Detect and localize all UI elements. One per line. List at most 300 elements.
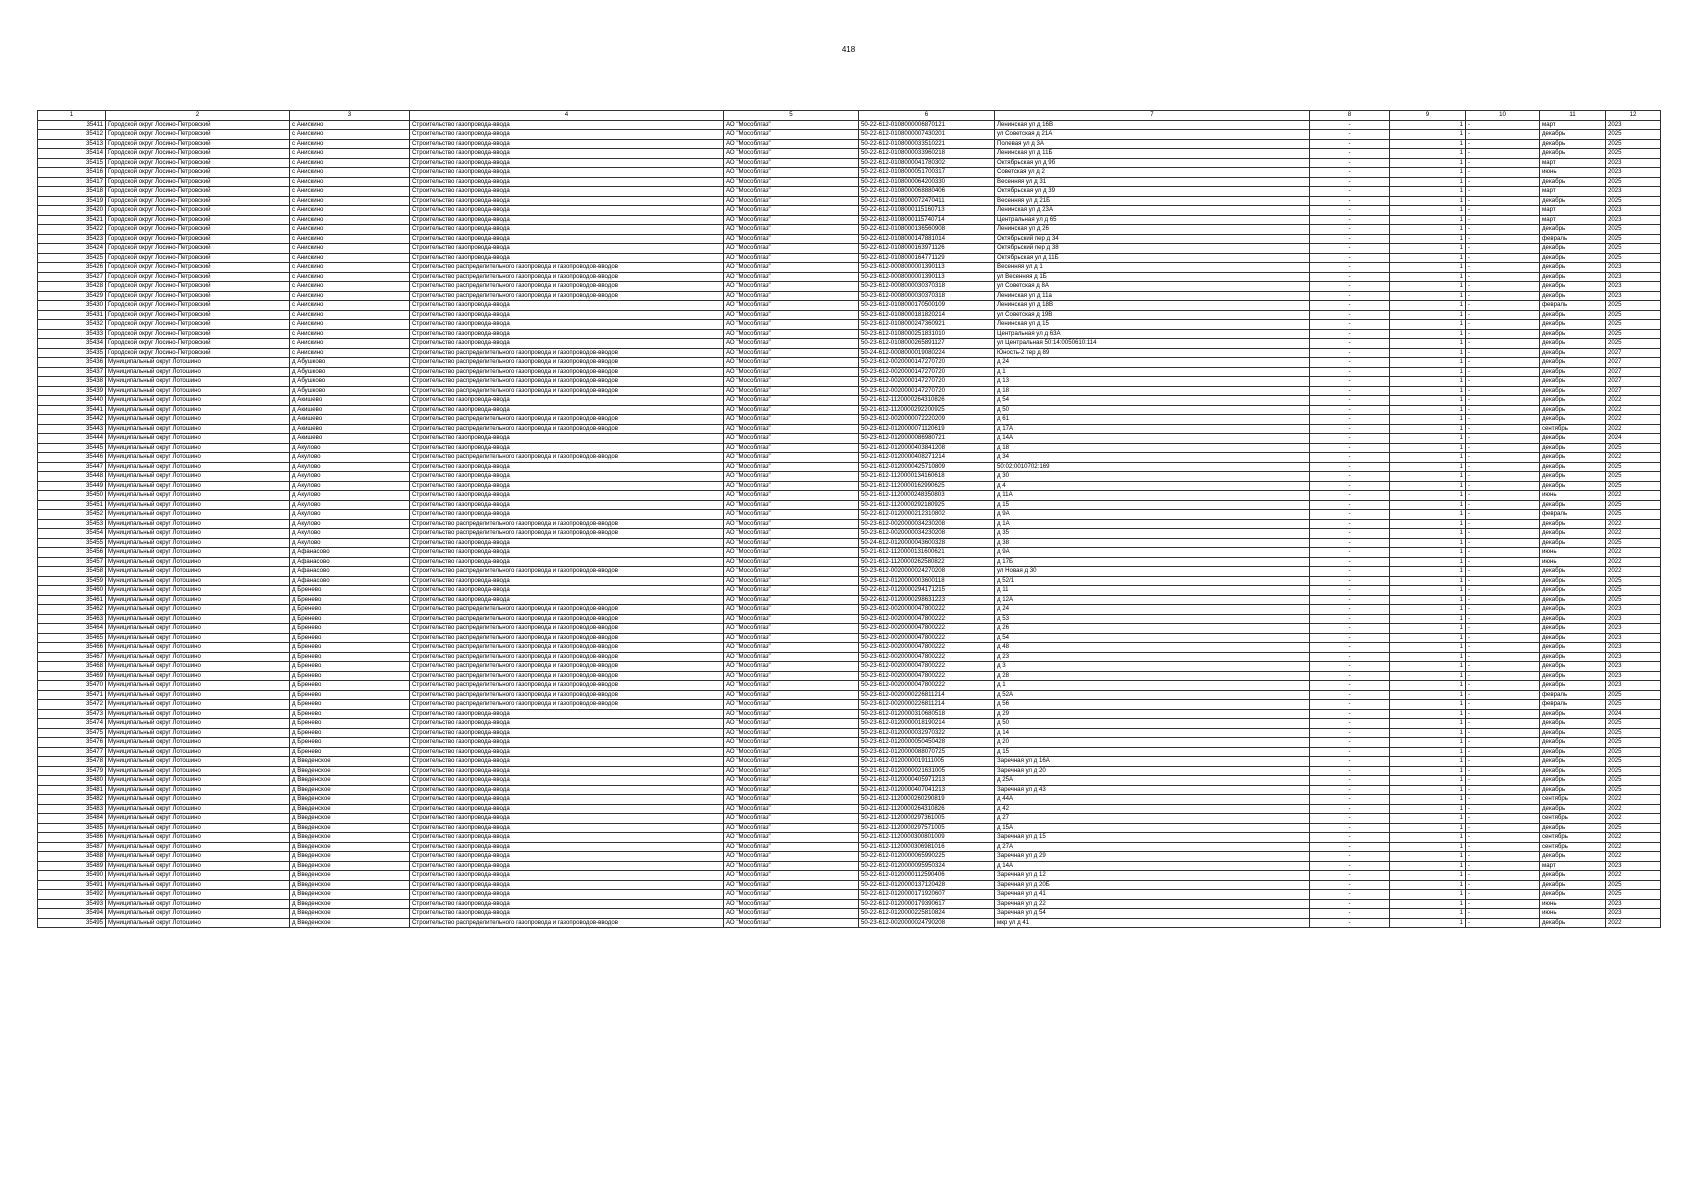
cell-district: Городской округ Лосино-Петровский bbox=[106, 177, 290, 187]
cell-month: сентябрь bbox=[1540, 795, 1606, 805]
cell-month: декабрь bbox=[1540, 320, 1606, 330]
cell-address: Весенняя ул д 1 bbox=[995, 263, 1310, 273]
cell-locality: д Абушково bbox=[290, 367, 410, 377]
cell-month: март bbox=[1540, 158, 1606, 168]
cell-year: 2023 bbox=[1606, 158, 1661, 168]
cell-locality: д Введенское bbox=[290, 785, 410, 795]
cell-month: декабрь bbox=[1540, 377, 1606, 387]
cell-address: Весенняя ул д 31 bbox=[995, 177, 1310, 187]
cell-work-type: Строительство газопровода-ввода bbox=[410, 187, 724, 197]
cell-year: 2025 bbox=[1606, 329, 1661, 339]
cell-application-id: 50-23-612-0108000251831010 bbox=[859, 329, 995, 339]
cell-col8: - bbox=[1310, 491, 1390, 501]
table-row bbox=[38, 890, 1661, 900]
cell-col10: - bbox=[1466, 861, 1540, 871]
cell-address: д 28 bbox=[995, 671, 1310, 681]
cell-col8: - bbox=[1310, 833, 1390, 843]
cell-work-type: Строительство газопровода-ввода bbox=[410, 149, 724, 159]
cell-district: Городской округ Лосино-Петровский bbox=[106, 168, 290, 178]
cell-col10: - bbox=[1466, 206, 1540, 216]
cell-organization: АО "Мособлгаз" bbox=[724, 462, 859, 472]
cell-col10: - bbox=[1466, 282, 1540, 292]
cell-number: 35465 bbox=[38, 633, 106, 643]
cell-application-id: 50-23-612-0020000034230208 bbox=[859, 519, 995, 529]
cell-month: декабрь bbox=[1540, 614, 1606, 624]
cell-number: 35461 bbox=[38, 595, 106, 605]
cell-district: Городской округ Лосино-Петровский bbox=[106, 206, 290, 216]
cell-number: 35427 bbox=[38, 272, 106, 282]
cell-address: д 27А bbox=[995, 842, 1310, 852]
cell-work-type: Строительство распределительного газопровода и газопроводов-вводов bbox=[410, 624, 724, 634]
cell-application-id: 50-23-612-0020000047800222 bbox=[859, 662, 995, 672]
cell-application-id: 50-23-612-0008000001390113 bbox=[859, 263, 995, 273]
cell-district: Городской округ Лосино-Петровский bbox=[106, 139, 290, 149]
cell-application-id: 50-21-612-0120000405971213 bbox=[859, 776, 995, 786]
cell-district: Городской округ Лосино-Петровский bbox=[106, 253, 290, 263]
cell-col8: - bbox=[1310, 548, 1390, 558]
cell-application-id: 50-23-612-0020000147270720 bbox=[859, 386, 995, 396]
cell-organization: АО "Мособлгаз" bbox=[724, 652, 859, 662]
cell-month: июнь bbox=[1540, 557, 1606, 567]
cell-application-id: 50-21-612-1120000260290819 bbox=[859, 795, 995, 805]
cell-application-id: 50-21-612-1120000248350803 bbox=[859, 491, 995, 501]
cell-year: 2025 bbox=[1606, 576, 1661, 586]
cell-col9: 1 bbox=[1390, 481, 1466, 491]
cell-locality: с Анискино bbox=[290, 320, 410, 330]
cell-month: декабрь bbox=[1540, 576, 1606, 586]
cell-application-id: 50-21-612-1120000131600621 bbox=[859, 548, 995, 558]
cell-month: февраль bbox=[1540, 510, 1606, 520]
table-row bbox=[38, 415, 1661, 425]
cell-year: 2024 bbox=[1606, 434, 1661, 444]
cell-col9: 1 bbox=[1390, 785, 1466, 795]
table-row bbox=[38, 500, 1661, 510]
cell-col9: 1 bbox=[1390, 538, 1466, 548]
cell-year: 2023 bbox=[1606, 187, 1661, 197]
cell-work-type: Строительство газопровода-ввода bbox=[410, 177, 724, 187]
cell-locality: д Афанасово bbox=[290, 576, 410, 586]
cell-organization: АО "Мособлгаз" bbox=[724, 871, 859, 881]
cell-month: декабрь bbox=[1540, 339, 1606, 349]
cell-address: д 27 bbox=[995, 814, 1310, 824]
cell-year: 2027 bbox=[1606, 348, 1661, 358]
cell-address: Ленинская ул д 23А bbox=[995, 206, 1310, 216]
cell-number: 35446 bbox=[38, 453, 106, 463]
cell-col10: - bbox=[1466, 529, 1540, 539]
cell-col9: 1 bbox=[1390, 747, 1466, 757]
cell-year: 2025 bbox=[1606, 234, 1661, 244]
cell-col8: - bbox=[1310, 462, 1390, 472]
cell-number: 35476 bbox=[38, 738, 106, 748]
cell-year: 2023 bbox=[1606, 899, 1661, 909]
cell-address: ул Весенняя д 1Б bbox=[995, 272, 1310, 282]
cell-locality: д Введенское bbox=[290, 757, 410, 767]
cell-year: 2025 bbox=[1606, 738, 1661, 748]
cell-locality: д Введенское bbox=[290, 776, 410, 786]
cell-col9: 1 bbox=[1390, 652, 1466, 662]
cell-work-type: Строительство распределительного газопровода и газопроводов-вводов bbox=[410, 567, 724, 577]
cell-address: д 44А bbox=[995, 795, 1310, 805]
cell-year: 2023 bbox=[1606, 263, 1661, 273]
cell-number: 35425 bbox=[38, 253, 106, 263]
cell-address: д 9А bbox=[995, 510, 1310, 520]
cell-col10: - bbox=[1466, 158, 1540, 168]
cell-number: 35464 bbox=[38, 624, 106, 634]
cell-address: Заречная ул д 22 bbox=[995, 899, 1310, 909]
cell-work-type: Строительство газопровода-ввода bbox=[410, 491, 724, 501]
cell-col9: 1 bbox=[1390, 548, 1466, 558]
cell-work-type: Строительство газопровода-ввода bbox=[410, 500, 724, 510]
column-header: 1 bbox=[38, 111, 106, 121]
cell-address: Советская ул д 2 bbox=[995, 168, 1310, 178]
table-row bbox=[38, 852, 1661, 862]
cell-number: 35491 bbox=[38, 880, 106, 890]
cell-col9: 1 bbox=[1390, 120, 1466, 130]
cell-year: 2025 bbox=[1606, 130, 1661, 140]
cell-number: 35432 bbox=[38, 320, 106, 330]
cell-month: декабрь bbox=[1540, 472, 1606, 482]
cell-district: Муниципальный округ Лотошино bbox=[106, 462, 290, 472]
cell-year: 2022 bbox=[1606, 415, 1661, 425]
cell-year: 2022 bbox=[1606, 804, 1661, 814]
cell-month: декабрь bbox=[1540, 196, 1606, 206]
cell-application-id: 50-22-612-0108000033960218 bbox=[859, 149, 995, 159]
cell-number: 35472 bbox=[38, 700, 106, 710]
cell-application-id: 50-23-612-0020000147270720 bbox=[859, 377, 995, 387]
cell-number: 35466 bbox=[38, 643, 106, 653]
cell-organization: АО "Мособлгаз" bbox=[724, 605, 859, 615]
cell-col8: - bbox=[1310, 472, 1390, 482]
cell-work-type: Строительство газопровода-ввода bbox=[410, 234, 724, 244]
table-row bbox=[38, 643, 1661, 653]
cell-col9: 1 bbox=[1390, 491, 1466, 501]
cell-application-id: 50-23-612-0008000030370318 bbox=[859, 291, 995, 301]
cell-number: 35433 bbox=[38, 329, 106, 339]
column-header: 6 bbox=[859, 111, 995, 121]
cell-application-id: 50-23-612-0020000047800222 bbox=[859, 652, 995, 662]
cell-col10: - bbox=[1466, 253, 1540, 263]
cell-organization: АО "Мособлгаз" bbox=[724, 396, 859, 406]
cell-organization: АО "Мособлгаз" bbox=[724, 510, 859, 520]
cell-organization: АО "Мособлгаз" bbox=[724, 424, 859, 434]
cell-address: Заречная ул д 12 bbox=[995, 871, 1310, 881]
cell-work-type: Строительство газопровода-ввода bbox=[410, 766, 724, 776]
cell-col9: 1 bbox=[1390, 348, 1466, 358]
cell-col8: - bbox=[1310, 719, 1390, 729]
cell-work-type: Строительство газопровода-ввода bbox=[410, 405, 724, 415]
cell-work-type: Строительство газопровода-ввода bbox=[410, 481, 724, 491]
cell-col10: - bbox=[1466, 671, 1540, 681]
cell-year: 2025 bbox=[1606, 339, 1661, 349]
cell-year: 2022 bbox=[1606, 814, 1661, 824]
table-row bbox=[38, 548, 1661, 558]
cell-number: 35469 bbox=[38, 671, 106, 681]
cell-district: Муниципальный округ Лотошино bbox=[106, 823, 290, 833]
cell-work-type: Строительство распределительного газопровода и газопроводов-вводов bbox=[410, 671, 724, 681]
cell-col9: 1 bbox=[1390, 386, 1466, 396]
cell-col9: 1 bbox=[1390, 130, 1466, 140]
cell-col8: - bbox=[1310, 890, 1390, 900]
cell-year: 2022 bbox=[1606, 918, 1661, 928]
cell-col10: - bbox=[1466, 633, 1540, 643]
cell-locality: д Акулово bbox=[290, 443, 410, 453]
cell-col10: - bbox=[1466, 120, 1540, 130]
cell-organization: АО "Мособлгаз" bbox=[724, 595, 859, 605]
cell-col10: - bbox=[1466, 624, 1540, 634]
cell-organization: АО "Мособлгаз" bbox=[724, 443, 859, 453]
cell-district: Муниципальный округ Лотошино bbox=[106, 861, 290, 871]
cell-col10: - bbox=[1466, 785, 1540, 795]
cell-locality: с Анискино bbox=[290, 272, 410, 282]
cell-locality: д Введенское bbox=[290, 890, 410, 900]
cell-col9: 1 bbox=[1390, 595, 1466, 605]
cell-application-id: 50-23-612-0020000024790208 bbox=[859, 918, 995, 928]
cell-col9: 1 bbox=[1390, 567, 1466, 577]
cell-col10: - bbox=[1466, 795, 1540, 805]
cell-number: 35440 bbox=[38, 396, 106, 406]
cell-organization: АО "Мособлгаз" bbox=[724, 291, 859, 301]
cell-col8: - bbox=[1310, 709, 1390, 719]
cell-col9: 1 bbox=[1390, 909, 1466, 919]
cell-month: декабрь bbox=[1540, 462, 1606, 472]
cell-col8: - bbox=[1310, 510, 1390, 520]
cell-col10: - bbox=[1466, 377, 1540, 387]
cell-locality: д Бренево bbox=[290, 681, 410, 691]
cell-application-id: 50-21-612-1120000292200925 bbox=[859, 405, 995, 415]
cell-district: Муниципальный округ Лотошино bbox=[106, 434, 290, 444]
cell-work-type: Строительство газопровода-ввода bbox=[410, 244, 724, 254]
cell-district: Городской округ Лосино-Петровский bbox=[106, 329, 290, 339]
cell-col8: - bbox=[1310, 880, 1390, 890]
cell-col9: 1 bbox=[1390, 557, 1466, 567]
cell-address: мкр ул д 41 bbox=[995, 918, 1310, 928]
cell-col8: - bbox=[1310, 187, 1390, 197]
cell-col10: - bbox=[1466, 557, 1540, 567]
cell-col9: 1 bbox=[1390, 880, 1466, 890]
cell-address: д 24 bbox=[995, 605, 1310, 615]
cell-col10: - bbox=[1466, 244, 1540, 254]
cell-col10: - bbox=[1466, 909, 1540, 919]
cell-col9: 1 bbox=[1390, 415, 1466, 425]
cell-address: Центральная ул д 63А bbox=[995, 329, 1310, 339]
table-row bbox=[38, 225, 1661, 235]
cell-year: 2025 bbox=[1606, 481, 1661, 491]
cell-number: 35442 bbox=[38, 415, 106, 425]
cell-col8: - bbox=[1310, 595, 1390, 605]
cell-organization: АО "Мособлгаз" bbox=[724, 282, 859, 292]
cell-work-type: Строительство газопровода-ввода bbox=[410, 880, 724, 890]
cell-application-id: 50-23-612-0020000147270720 bbox=[859, 358, 995, 368]
column-header: 12 bbox=[1606, 111, 1661, 121]
cell-col9: 1 bbox=[1390, 396, 1466, 406]
cell-application-id: 50-22-612-0108000072470411 bbox=[859, 196, 995, 206]
cell-work-type: Строительство газопровода-ввода bbox=[410, 804, 724, 814]
cell-col9: 1 bbox=[1390, 206, 1466, 216]
cell-locality: с Анискино bbox=[290, 206, 410, 216]
cell-year: 2022 bbox=[1606, 396, 1661, 406]
cell-number: 35457 bbox=[38, 557, 106, 567]
cell-organization: АО "Мособлгаз" bbox=[724, 633, 859, 643]
cell-col10: - bbox=[1466, 320, 1540, 330]
cell-year: 2023 bbox=[1606, 206, 1661, 216]
cell-col9: 1 bbox=[1390, 633, 1466, 643]
cell-application-id: 50-21-612-1120000306981016 bbox=[859, 842, 995, 852]
cell-locality: д Афанасово bbox=[290, 548, 410, 558]
cell-year: 2025 bbox=[1606, 776, 1661, 786]
cell-organization: АО "Мособлгаз" bbox=[724, 757, 859, 767]
cell-col10: - bbox=[1466, 367, 1540, 377]
cell-col10: - bbox=[1466, 405, 1540, 415]
cell-application-id: 50-23-612-0108000170500109 bbox=[859, 301, 995, 311]
cell-col8: - bbox=[1310, 652, 1390, 662]
cell-organization: АО "Мособлгаз" bbox=[724, 899, 859, 909]
cell-locality: д Бренево bbox=[290, 700, 410, 710]
cell-col9: 1 bbox=[1390, 719, 1466, 729]
cell-number: 35439 bbox=[38, 386, 106, 396]
table-row bbox=[38, 909, 1661, 919]
cell-col8: - bbox=[1310, 871, 1390, 881]
cell-col8: - bbox=[1310, 481, 1390, 491]
cell-number: 35456 bbox=[38, 548, 106, 558]
cell-work-type: Строительство газопровода-ввода bbox=[410, 728, 724, 738]
cell-col8: - bbox=[1310, 177, 1390, 187]
cell-col8: - bbox=[1310, 358, 1390, 368]
cell-col10: - bbox=[1466, 719, 1540, 729]
cell-organization: АО "Мособлгаз" bbox=[724, 529, 859, 539]
cell-col9: 1 bbox=[1390, 500, 1466, 510]
cell-work-type: Строительство газопровода-ввода bbox=[410, 120, 724, 130]
cell-work-type: Строительство распределительного газопровода и газопроводов-вводов bbox=[410, 700, 724, 710]
cell-locality: д Введенское bbox=[290, 804, 410, 814]
cell-number: 35485 bbox=[38, 823, 106, 833]
table-row bbox=[38, 453, 1661, 463]
cell-application-id: 50-22-612-0120000294171215 bbox=[859, 586, 995, 596]
cell-address: д 1 bbox=[995, 367, 1310, 377]
cell-district: Муниципальный округ Лотошино bbox=[106, 728, 290, 738]
table-row bbox=[38, 424, 1661, 434]
cell-locality: д Акишево bbox=[290, 424, 410, 434]
cell-address: д 20 bbox=[995, 738, 1310, 748]
cell-address: д 53 bbox=[995, 614, 1310, 624]
cell-col9: 1 bbox=[1390, 177, 1466, 187]
cell-organization: АО "Мособлгаз" bbox=[724, 804, 859, 814]
cell-month: июнь bbox=[1540, 899, 1606, 909]
cell-col9: 1 bbox=[1390, 842, 1466, 852]
cell-col10: - bbox=[1466, 348, 1540, 358]
table-row bbox=[38, 538, 1661, 548]
cell-col10: - bbox=[1466, 595, 1540, 605]
table-row bbox=[38, 652, 1661, 662]
cell-col8: - bbox=[1310, 757, 1390, 767]
cell-col10: - bbox=[1466, 130, 1540, 140]
cell-col10: - bbox=[1466, 196, 1540, 206]
cell-col8: - bbox=[1310, 614, 1390, 624]
cell-col10: - bbox=[1466, 690, 1540, 700]
cell-col9: 1 bbox=[1390, 377, 1466, 387]
cell-locality: д Введенское bbox=[290, 833, 410, 843]
cell-address: Ленинская ул д 11Б bbox=[995, 149, 1310, 159]
cell-month: декабрь bbox=[1540, 804, 1606, 814]
cell-col8: - bbox=[1310, 263, 1390, 273]
cell-address: Полевая ул д 3А bbox=[995, 139, 1310, 149]
cell-work-type: Строительство газопровода-ввода bbox=[410, 757, 724, 767]
cell-application-id: 50-22-612-0120000065990225 bbox=[859, 852, 995, 862]
table-row bbox=[38, 244, 1661, 254]
cell-district: Муниципальный округ Лотошино bbox=[106, 605, 290, 615]
cell-address: д 30 bbox=[995, 472, 1310, 482]
cell-col10: - bbox=[1466, 548, 1540, 558]
cell-address: д 14А bbox=[995, 434, 1310, 444]
cell-address: д 54 bbox=[995, 633, 1310, 643]
cell-col10: - bbox=[1466, 386, 1540, 396]
cell-month: декабрь bbox=[1540, 586, 1606, 596]
cell-col9: 1 bbox=[1390, 624, 1466, 634]
cell-address: д 3 bbox=[995, 662, 1310, 672]
cell-work-type: Строительство газопровода-ввода bbox=[410, 253, 724, 263]
cell-number: 35494 bbox=[38, 909, 106, 919]
cell-col8: - bbox=[1310, 576, 1390, 586]
cell-number: 35459 bbox=[38, 576, 106, 586]
cell-col9: 1 bbox=[1390, 196, 1466, 206]
cell-application-id: 50-21-612-1120000264310826 bbox=[859, 396, 995, 406]
cell-organization: АО "Мособлгаз" bbox=[724, 301, 859, 311]
cell-address: д 12А bbox=[995, 595, 1310, 605]
table-row bbox=[38, 462, 1661, 472]
cell-month: декабрь bbox=[1540, 282, 1606, 292]
cell-district: Муниципальный округ Лотошино bbox=[106, 880, 290, 890]
table-row bbox=[38, 196, 1661, 206]
cell-year: 2027 bbox=[1606, 358, 1661, 368]
cell-col8: - bbox=[1310, 149, 1390, 159]
cell-number: 35413 bbox=[38, 139, 106, 149]
cell-col10: - bbox=[1466, 225, 1540, 235]
cell-number: 35419 bbox=[38, 196, 106, 206]
table-row bbox=[38, 567, 1661, 577]
cell-year: 2025 bbox=[1606, 757, 1661, 767]
cell-year: 2022 bbox=[1606, 833, 1661, 843]
cell-col8: - bbox=[1310, 529, 1390, 539]
table-row bbox=[38, 348, 1661, 358]
table-row bbox=[38, 529, 1661, 539]
cell-work-type: Строительство газопровода-ввода bbox=[410, 472, 724, 482]
cell-address: Ленинская ул д 11а bbox=[995, 291, 1310, 301]
cell-number: 35449 bbox=[38, 481, 106, 491]
cell-month: декабрь bbox=[1540, 130, 1606, 140]
cell-col10: - bbox=[1466, 481, 1540, 491]
cell-year: 2023 bbox=[1606, 605, 1661, 615]
cell-application-id: 50-22-612-0108000068880406 bbox=[859, 187, 995, 197]
cell-col9: 1 bbox=[1390, 291, 1466, 301]
cell-number: 35488 bbox=[38, 852, 106, 862]
cell-col8: - bbox=[1310, 158, 1390, 168]
cell-col9: 1 bbox=[1390, 263, 1466, 273]
cell-district: Муниципальный округ Лотошино bbox=[106, 633, 290, 643]
cell-col10: - bbox=[1466, 291, 1540, 301]
cell-district: Муниципальный округ Лотошино bbox=[106, 795, 290, 805]
table-row bbox=[38, 215, 1661, 225]
cell-locality: д Акулово bbox=[290, 462, 410, 472]
cell-col10: - bbox=[1466, 890, 1540, 900]
cell-address: д 25А bbox=[995, 776, 1310, 786]
cell-number: 35430 bbox=[38, 301, 106, 311]
cell-col9: 1 bbox=[1390, 215, 1466, 225]
cell-district: Муниципальный округ Лотошино bbox=[106, 890, 290, 900]
cell-application-id: 50-23-612-0020000047800222 bbox=[859, 614, 995, 624]
cell-work-type: Строительство распределительного газопровода и газопроводов-вводов bbox=[410, 690, 724, 700]
cell-number: 35483 bbox=[38, 804, 106, 814]
cell-district: Муниципальный округ Лотошино bbox=[106, 529, 290, 539]
cell-organization: АО "Мособлгаз" bbox=[724, 614, 859, 624]
